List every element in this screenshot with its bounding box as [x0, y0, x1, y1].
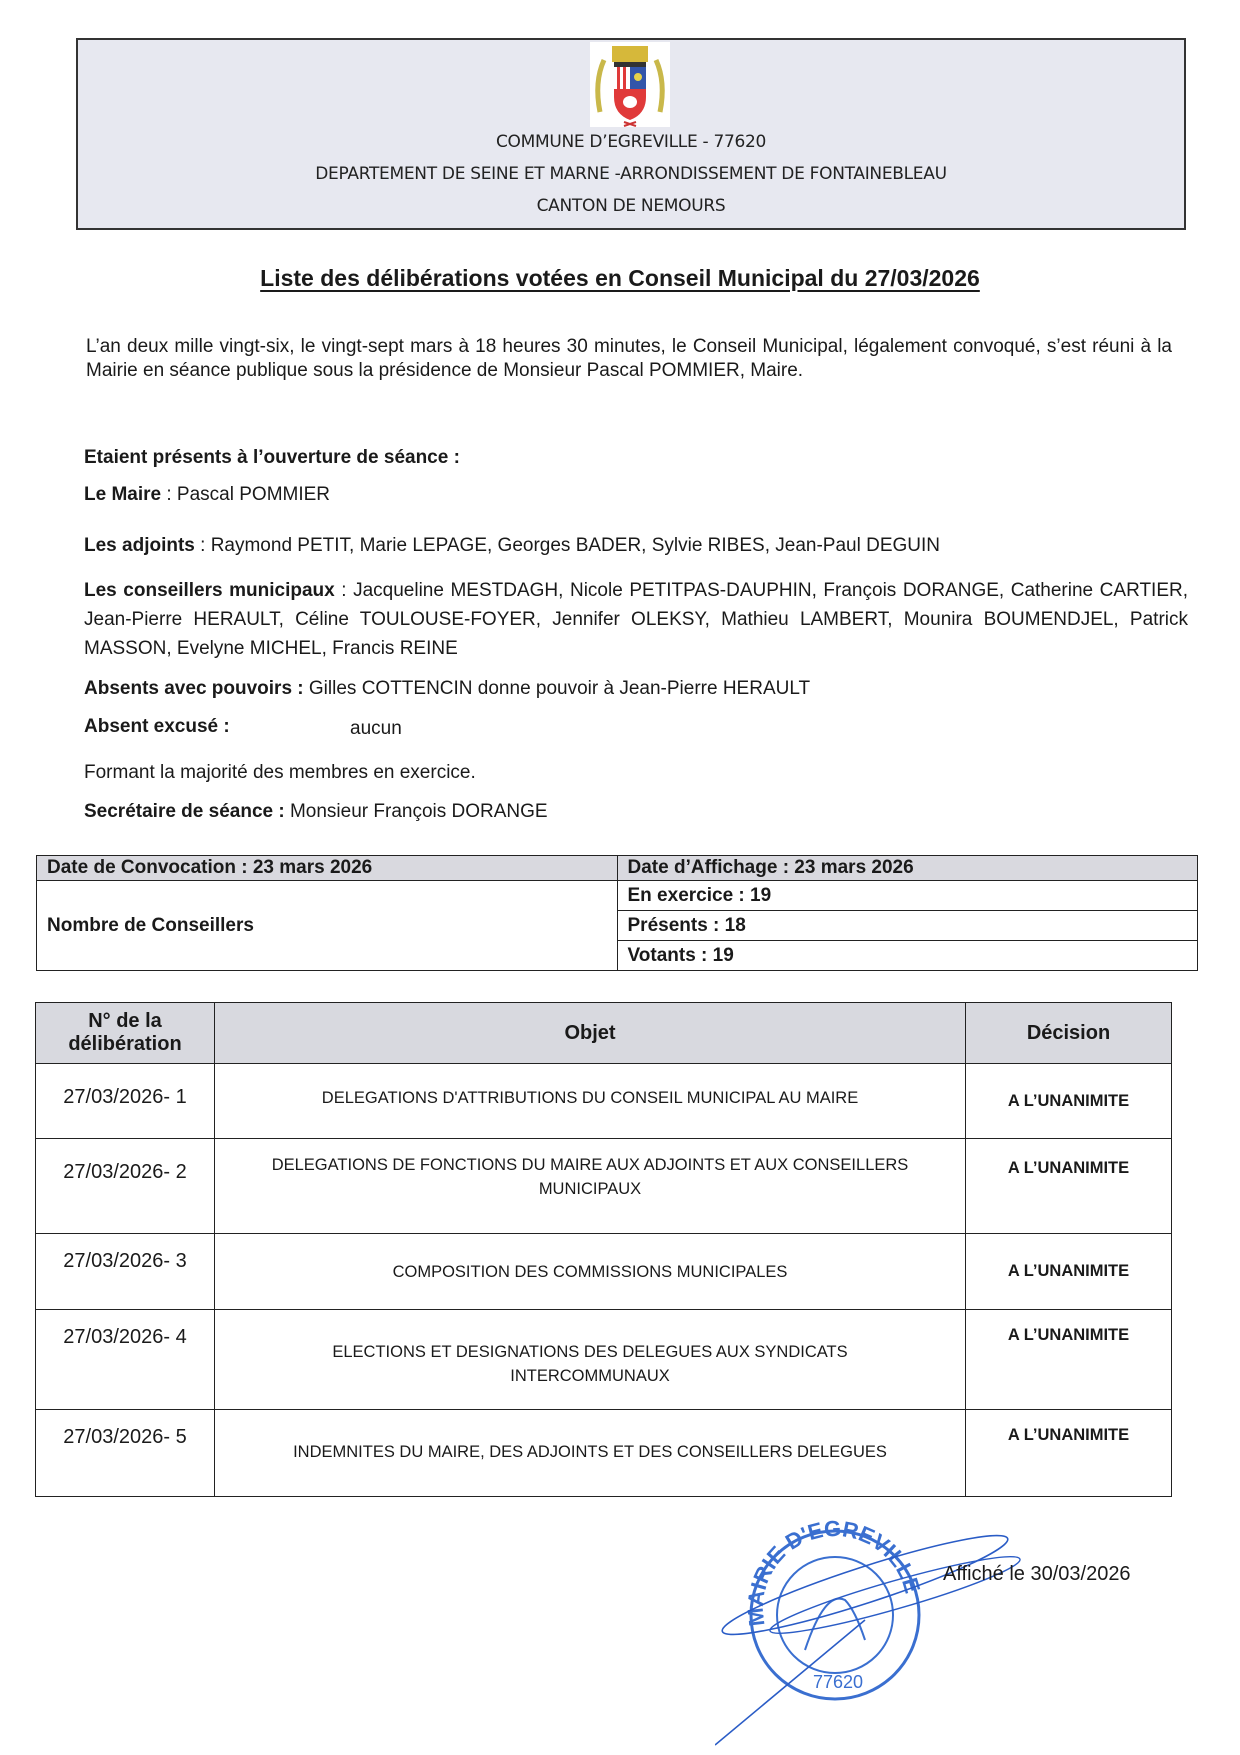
departement-line: DEPARTEMENT DE SEINE ET MARNE -ARRONDISSEMENT DE FONTAINEBLEAU [315, 164, 947, 184]
deliberation-number: 27/03/2026- 1 [36, 1064, 215, 1139]
votants-count: Votants : 19 [617, 941, 1198, 971]
table-header-row [36, 1003, 1172, 1064]
page-title: Liste des délibérations votées en Conseil Municipal du 27/03/2026 [260, 265, 980, 291]
excuse-value: aucun [350, 718, 402, 739]
conseillers-block [84, 576, 1188, 663]
majorite-line: Formant la majorité des membres en exercice. [84, 762, 476, 783]
deliberation-objet: DELEGATIONS D'ATTRIBUTIONS DU CONSEIL MUNICIPAL AU MAIRE [215, 1064, 966, 1139]
intro-paragraph: L’an deux mille vingt-six, le vingt-sept mars à 18 heures 30 minutes, le Conseil Municipal, légalement convoqué, s’est réuni à la Mairie en séance publique sous la présidence de Monsieur Pascal POMMIER, Maire. [86, 336, 1172, 381]
maire-line [84, 484, 330, 506]
secretaire-line [84, 801, 548, 823]
adjoints-label: Les adjoints [84, 535, 195, 556]
deliberation-number: 27/03/2026- 3 [36, 1234, 215, 1310]
deliberation-decision: A L’UNANIMITE [966, 1139, 1172, 1234]
col-header-numero: N° de la délibération [36, 1003, 215, 1064]
commune-name: COMMUNE D’EGREVILLE - 77620 [495, 132, 767, 152]
affiche-date: Affiché le 30/03/2026 [943, 1563, 1131, 1585]
conseillers-label: Les conseillers municipaux [84, 580, 335, 601]
col-header-objet: Objet [215, 1003, 966, 1064]
deliberation-decision: A L’UNANIMITE [966, 1410, 1172, 1497]
table-row [36, 1234, 1172, 1310]
svg-text:77620: 77620 [813, 1672, 864, 1692]
deliberation-number: 27/03/2026- 4 [36, 1310, 215, 1410]
en-exercice: En exercice : 19 [617, 881, 1198, 911]
table-row [36, 1410, 1172, 1497]
maire-value: : Pascal POMMIER [161, 484, 331, 505]
adjoints-line [84, 535, 940, 557]
date-convocation: Date de Convocation : 23 mars 2026 [37, 856, 618, 881]
svg-text:MAIRIE D'EGREVILLE: MAIRIE D'EGREVILLE [742, 1515, 926, 1628]
absents-value: Gilles COTTENCIN donne pouvoir à Jean-Pierre HERAULT [303, 678, 811, 699]
deliberation-objet: COMPOSITION DES COMMISSIONS MUNICIPALES [215, 1234, 966, 1310]
table-row [36, 1310, 1172, 1410]
deliberation-decision: A L’UNANIMITE [966, 1064, 1172, 1139]
deliberation-number: 27/03/2026- 5 [36, 1410, 215, 1497]
deliberations-table [35, 1002, 1172, 1497]
table-row [36, 1064, 1172, 1139]
maire-label: Le Maire [84, 484, 162, 505]
excuse-label: Absent excusé : [84, 716, 230, 737]
deliberation-decision: A L’UNANIMITE [966, 1310, 1172, 1410]
table-row [36, 1139, 1172, 1234]
adjoints-value: : Raymond PETIT, Marie LEPAGE, Georges BADER, Sylvie RIBES, Jean-Paul DEGUIN [194, 535, 940, 556]
conseillers-value: : Jacqueline MESTDAGH, Nicole PETITPAS-DAUPHIN, François DORANGE, Catherine CARTIER, Jean-Pierre HERAULT, Céline TOULOUSE-FOYER, Jennifer OLEKSY, Mathieu LAMBERT, Mounira BOUMENDJEL, Patrick MASSON, Evelyne MICHEL, Francis REINE [84, 580, 1188, 659]
attendance-heading: Etaient présents à l’ouverture de séance : [84, 447, 460, 468]
date-affichage: Date d’Affichage : 23 mars 2026 [617, 856, 1198, 881]
deliberation-objet: DELEGATIONS DE FONCTIONS DU MAIRE AUX ADJOINTS ET AUX CONSEILLERS MUNICIPAUX [215, 1139, 966, 1234]
canton-line: CANTON DE NEMOURS [536, 196, 726, 216]
absents-label: Absents avec pouvoirs : [84, 678, 304, 699]
coat-of-arms-icon [590, 42, 670, 127]
deliberation-objet: ELECTIONS ET DESIGNATIONS DES DELEGUES AUX SYNDICATS INTERCOMMUNAUX [215, 1310, 966, 1410]
secretaire-value: Monsieur François DORANGE [284, 801, 548, 822]
deliberation-objet: INDEMNITES DU MAIRE, DES ADJOINTS ET DES CONSEILLERS DELEGUES [215, 1410, 966, 1497]
deliberation-number: 27/03/2026- 2 [36, 1139, 215, 1234]
convocation-table [36, 855, 1198, 971]
deliberation-decision: A L’UNANIMITE [966, 1234, 1172, 1310]
mairie-stamp-icon [715, 1510, 1075, 1750]
presents-count: Présents : 18 [617, 911, 1198, 941]
nombre-conseillers-label: Nombre de Conseillers [37, 881, 618, 971]
secretaire-label: Secrétaire de séance : [84, 801, 285, 822]
absents-line [84, 678, 810, 700]
col-header-decision: Décision [966, 1003, 1172, 1064]
